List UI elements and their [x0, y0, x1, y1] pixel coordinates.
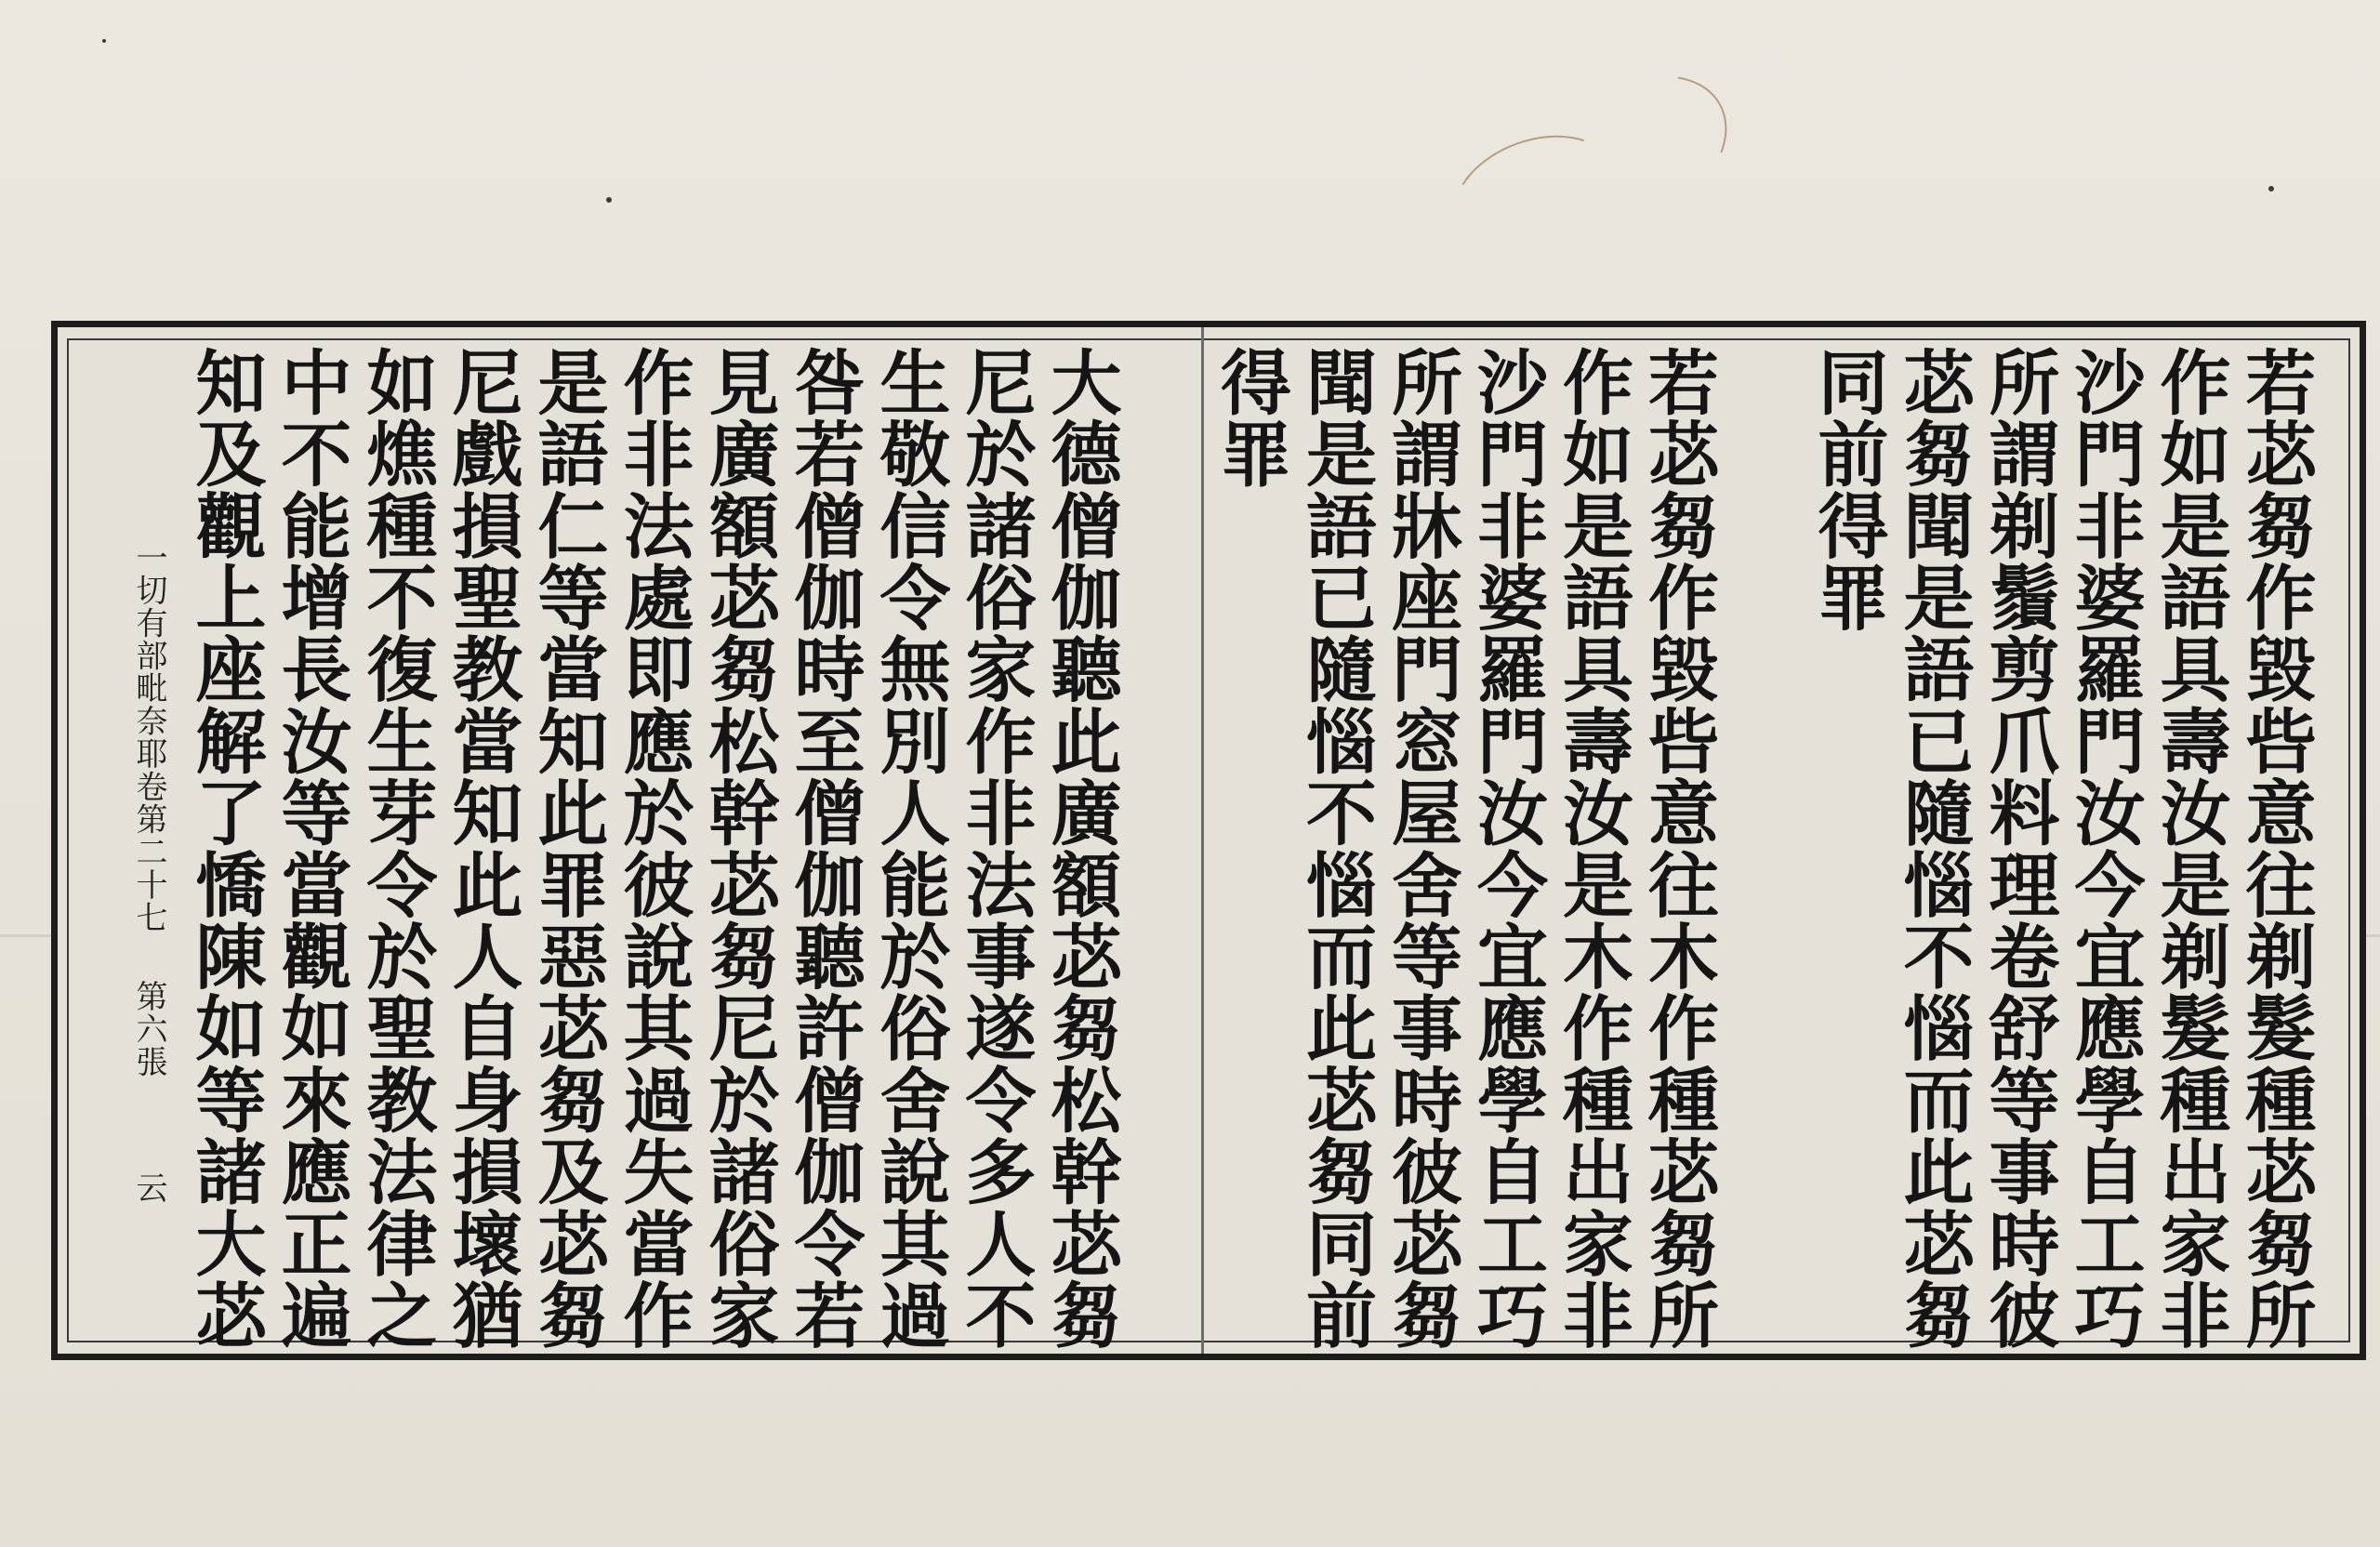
blank-column	[1723, 346, 1805, 1322]
volume-title: 一切有部毗奈耶卷第二十七	[130, 541, 167, 934]
text-column: 苾芻聞是語已隨惱不惱而此苾芻	[1892, 346, 1975, 1351]
text-column: 尼戲損聖教當知此人自身損壞猶	[441, 346, 523, 1351]
text-column: 沙門非婆羅門汝今宜應學自工巧	[2063, 346, 2146, 1351]
carver-mark: 云	[130, 1171, 167, 1205]
text-column: 若苾芻作毀呰意往剃髮種苾芻所	[2234, 346, 2317, 1351]
text-column: 知及觀上座解了憍陳如等諸大苾	[184, 346, 267, 1351]
text-column: 是語仁等當知此罪惡苾芻及苾芻	[526, 346, 609, 1351]
vertical-text-area	[113, 346, 2317, 1351]
text-column: 沙門非婆羅門汝今宜應學自工巧	[1465, 346, 1549, 1351]
text-column: 如燋種不復生芽令於聖教法律之	[355, 346, 438, 1351]
text-column: 尼於諸俗家作非法事遂令多人不	[954, 346, 1037, 1351]
woodblock-print-frame	[51, 321, 2366, 1360]
text-column: 所謂牀座門窓屋舍等事時彼苾芻	[1380, 346, 1463, 1351]
text-column: 咎若僧伽時至僧伽聽許僧伽令若	[783, 346, 866, 1351]
text-column: 得罪	[1209, 346, 1292, 490]
text-column: 若苾芻作毀呰意往木作種苾芻所	[1636, 346, 1720, 1351]
text-column: 聞是語已隨惱不惱而此苾芻同前	[1294, 346, 1378, 1351]
text-column: 同前得罪	[1806, 346, 1889, 633]
text-column: 見廣額苾芻松幹苾芻尼於諸俗家	[697, 346, 780, 1351]
text-column: 作非法處即應於彼說其過失當作	[612, 346, 694, 1351]
blank-column	[1125, 346, 1207, 1322]
text-column: 中不能增長汝等當觀如來應正遍	[270, 346, 352, 1351]
text-column: 作如是語具壽汝是木作種出家非	[1551, 346, 1634, 1351]
marginal-note-column	[116, 346, 181, 1322]
text-column: 生敬信令無別人能於俗舍說其過	[868, 346, 951, 1351]
text-column: 所謂剃鬚剪爪料理卷舒等事時彼	[1977, 346, 2060, 1351]
text-column: 作如是語具壽汝是剃髮種出家非	[2149, 346, 2231, 1351]
text-column: 大德僧伽聽此廣額苾芻松幹苾芻	[1039, 346, 1122, 1351]
ink-speck	[606, 197, 612, 203]
sheet-number: 第六張	[130, 980, 167, 1079]
ink-speck	[2268, 186, 2274, 192]
ink-speck	[102, 39, 106, 43]
